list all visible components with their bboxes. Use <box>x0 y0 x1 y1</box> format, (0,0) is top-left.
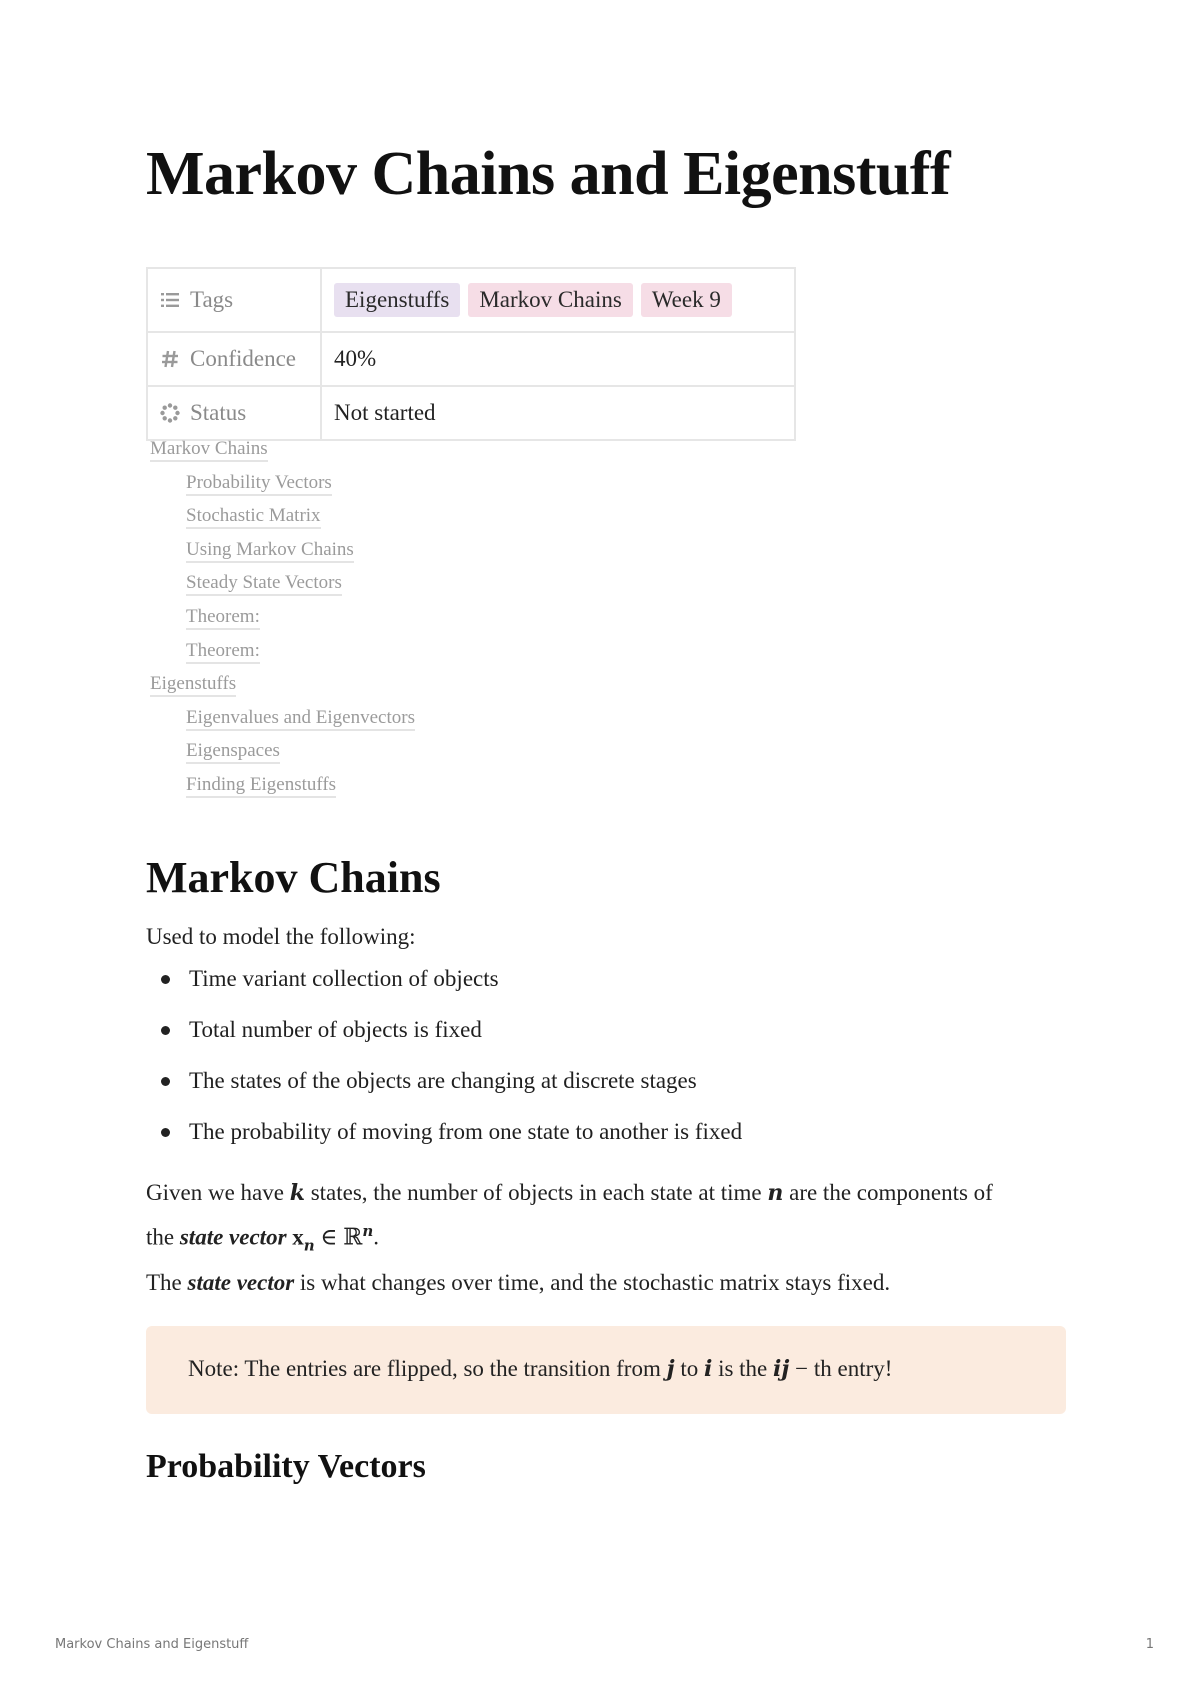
intro-paragraph: Used to model the following: <box>146 924 416 949</box>
hash-icon <box>160 349 180 369</box>
callout-text: Note: The entries are flipped, so the transition from j to i is the ij − th entry! <box>188 1356 893 1382</box>
confidence-label: Confidence <box>190 346 297 371</box>
math-x: x <box>292 1224 304 1250</box>
footer-title: Markov Chains and Eigenstuff <box>55 1637 249 1652</box>
status-label: Status <box>190 400 247 425</box>
table-of-contents <box>150 438 415 808</box>
toc-link-eigenstuffs[interactable]: Eigenstuffs <box>150 673 415 707</box>
list-item: Total number of objects is fixed <box>146 1011 742 1062</box>
state-vector-term: state vector <box>187 1270 295 1295</box>
toc-link-steady-state-vectors[interactable]: Steady State Vectors <box>150 572 415 606</box>
tags-label: Tags <box>190 287 234 312</box>
bullet-list <box>146 960 742 1164</box>
confidence-value[interactable]: 40% <box>321 332 795 386</box>
list-icon <box>160 290 180 310</box>
state-vector-paragraph: Given we have k states, the number of objects in each state at time n are the components of the state vector $x_n$ ∈ ℝ$^n$. <box>146 1180 993 1255</box>
property-row-status <box>147 386 795 440</box>
tag-week-9[interactable]: Week 9 <box>641 283 732 317</box>
toc-link-probability-vectors[interactable]: Probability Vectors <box>150 472 415 506</box>
toc-link-theorem-1[interactable]: Theorem: <box>150 606 415 640</box>
math-n: n <box>767 1180 784 1206</box>
properties-table <box>146 267 796 441</box>
math-k: k <box>289 1180 305 1206</box>
toc-link-theorem-2[interactable]: Theorem: <box>150 640 415 674</box>
tag-markov-chains[interactable]: Markov Chains <box>468 283 632 317</box>
toc-link-stochastic-matrix[interactable]: Stochastic Matrix <box>150 505 415 539</box>
property-row-confidence <box>147 332 795 386</box>
list-item: The probability of moving from one state to another is fixed <box>146 1113 742 1164</box>
state-vector-term: state vector <box>179 1224 287 1250</box>
property-row-tags <box>147 268 795 332</box>
toc-link-eigenvalues-eigenvectors[interactable]: Eigenvalues and Eigenvectors <box>150 707 415 741</box>
page-number: 1 <box>1145 1637 1154 1652</box>
state-vector-note-paragraph: The state vector is what changes over time, and the stochastic matrix stays fixed. <box>146 1270 891 1295</box>
subsection-heading: Probability Vectors <box>146 1448 426 1485</box>
page-title: Markov Chains and Eigenstuff <box>146 140 951 208</box>
toc-link-eigenspaces[interactable]: Eigenspaces <box>150 740 415 774</box>
status-icon <box>160 403 180 423</box>
tag-eigenstuffs[interactable]: Eigenstuffs <box>334 283 460 317</box>
toc-link-finding-eigenstuffs[interactable]: Finding Eigenstuffs <box>150 774 415 808</box>
list-item: Time variant collection of objects <box>146 960 742 1011</box>
status-value[interactable]: Not started <box>321 386 795 440</box>
note-callout <box>146 1326 1066 1414</box>
section-heading: Markov Chains <box>146 853 441 902</box>
toc-link-markov-chains[interactable]: Markov Chains <box>150 438 415 472</box>
list-item: The states of the objects are changing at discrete stages <box>146 1062 742 1113</box>
toc-link-using-markov-chains[interactable]: Using Markov Chains <box>150 539 415 573</box>
